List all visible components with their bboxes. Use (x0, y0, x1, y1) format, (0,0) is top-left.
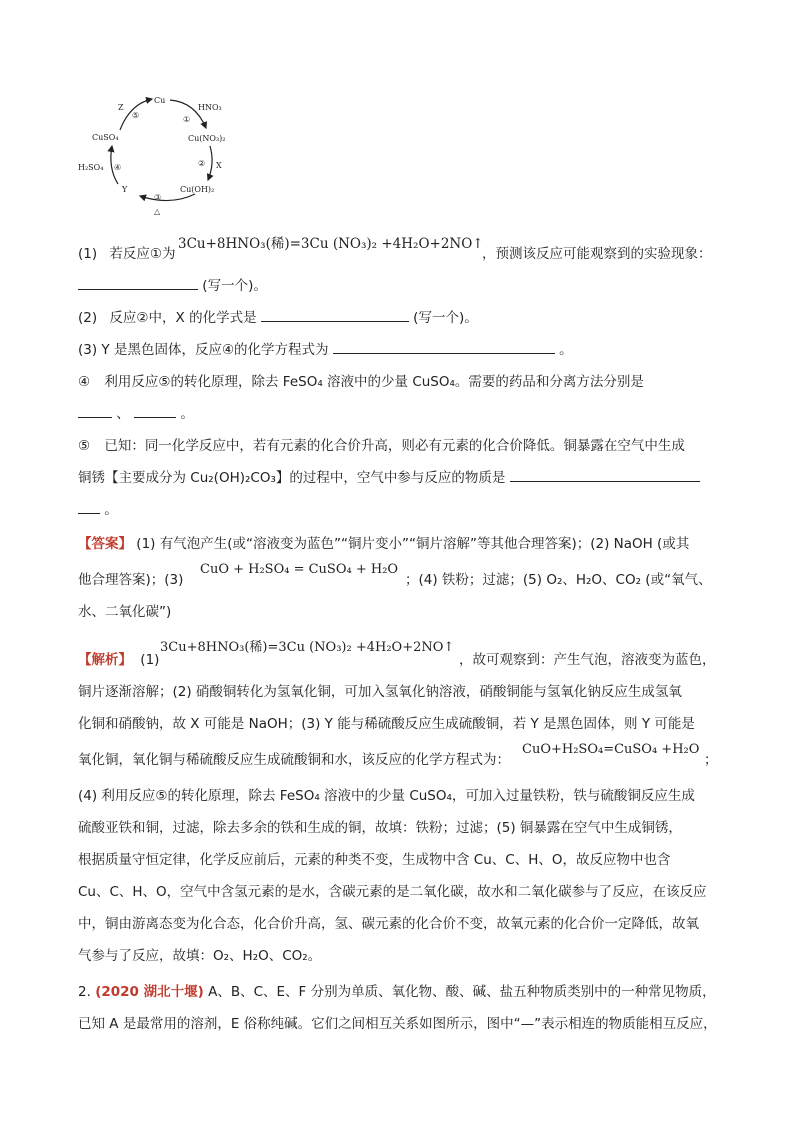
label-x: X (216, 161, 222, 170)
q-next-source: (2020 湖北十堰) (95, 984, 204, 1000)
label-z: Z (118, 103, 124, 112)
answer-line-1 (78, 532, 689, 552)
analysis-line-4a: 氧化铜，氧化铜与稀硫酸反应生成硫酸铜和水，该反应的化学方程式为： (78, 752, 510, 768)
answer-tag: 【答案】 (78, 536, 132, 552)
q1-blank[interactable] (78, 275, 198, 290)
analysis-equation-2: CuO+H₂SO₄=CuSO₄ +H₂O (522, 742, 700, 757)
question-5 (78, 434, 685, 454)
q4-blank-2[interactable] (134, 403, 176, 418)
q3-blank[interactable] (333, 339, 555, 354)
label-y: Y (122, 185, 128, 194)
answer-text-1: (1) 有气泡产生(或“溶液变为蓝色”“铜片变小”“铜片溶解”等其他合理答案)；(2) NaOH (或其 (136, 536, 690, 552)
q2-number: (2) (78, 310, 98, 326)
question-2 (78, 306, 478, 326)
q4-end: 。 (180, 406, 194, 422)
q2-blank[interactable] (261, 307, 409, 322)
node-cu: Cu (154, 96, 166, 105)
analysis-line-2: 铜片逐渐溶解；(2) 硝酸铜转化为氢氧化铜，可加入氢氧化钠溶液，硝酸铜能与氢氧化钠反应生成氢氧 (78, 684, 682, 700)
analysis-line-8: Cu、C、H、O，空气中含氢元素的是水，含碳元素的是二氧化碳，故水和二氧化碳参与了反应，在该反应 (78, 884, 707, 900)
analysis-line-10: 气参与了反应，故填：O₂、H₂O、CO₂。 (78, 948, 322, 964)
answer-line-2a: 他合理答案)；(3) (78, 572, 184, 588)
q5-line1: 已知：同一化学反应中，若有元素的化合价升高，则必有元素的化合价降低。铜暴露在空气中生成 (104, 438, 685, 454)
analysis-tag: 【解析】 (78, 652, 132, 668)
analysis-line-9: 中，铜由游离态变为化合态，化合价升高，氢、碳元素的化合价不变，故氧元素的化合价一定降低，故氧 (78, 916, 699, 932)
analysis-line-6: 硫酸亚铁和铜，过滤，除去多余的铁和生成的铜，故填：铁粉；过滤；(5) 铜暴露在空气中生成铜锈， (78, 820, 682, 836)
q1-answer-line (78, 274, 267, 294)
analysis-equation-1: 3Cu+8HNO₃(稀)=3Cu (NO₃)₂ +4H₂O+2NO↑ (160, 640, 455, 655)
q-next-number: 2. (78, 984, 91, 1000)
node-cuso4: CuSO₄ (92, 133, 119, 142)
step-3: ③ (154, 193, 162, 202)
q3-text: (3) Y 是黑色固体，反应④的化学方程式为 (78, 342, 329, 358)
q4-blank-1[interactable] (78, 403, 112, 418)
q4-text: 利用反应⑤的转化原理，除去 FeSO₄ 溶液中的少量 CuSO₄。需要的药品和分离方法分别是 (104, 374, 644, 390)
q5-blank-1[interactable] (510, 467, 700, 482)
q2-note: (写一个)。 (413, 310, 478, 326)
arrow-step-2 (208, 146, 212, 180)
q1-equation: 3Cu+8HNO₃(稀)=3Cu (NO₃)₂ +4H₂O+2NO↑ (178, 236, 484, 252)
q4-sep: 、 (116, 406, 130, 422)
label-h2so4: H₂SO₄ (78, 163, 104, 172)
label-heat: △ (154, 207, 161, 216)
q5-line2: 铜锈【主要成分为 Cu₂(OH)₂CO₃】的过程中，空气中参与反应的物质是 (78, 470, 506, 486)
answer-line-3: 水、二氧化碳”) (78, 604, 172, 620)
step-1: ① (183, 115, 191, 124)
q1-suffix: ，预测该反应可能观察到的实验现象： (482, 246, 712, 262)
q5-end: 。 (104, 502, 118, 518)
answer-line-2b: ；(4) 铁粉；过滤；(5) O₂、H₂O、CO₂ (或“氧气、 (405, 572, 712, 588)
q1-note: (写一个)。 (202, 278, 267, 294)
label-hno3: HNO₃ (198, 103, 222, 112)
q-next-line1: A、B、C、E、F 分别为单质、氧化物、酸、碱、盐五种物质类别中的一种常见物质， (208, 984, 716, 1000)
node-cuoh: Cu(OH)₂ (180, 185, 215, 194)
question-3 (78, 338, 573, 358)
arrow-step-3 (140, 194, 195, 201)
analysis-p1-rest: ，故可观察到：产生气泡，溶液变为蓝色， (459, 652, 716, 668)
analysis-line-5: (4) 利用反应⑤的转化原理，除去 FeSO₄ 溶液中的少量 CuSO₄，可加入过量铁粉，铁与硫酸铜反应生成 (78, 788, 695, 804)
analysis-line-3: 化铜和硝酸钠，故 X 可能是 NaOH；(3) Y 能与稀硫酸反应生成硫酸铜，若 Y 是黑色固体，则 Y 可能是 (78, 716, 695, 732)
question-1 (78, 242, 176, 262)
analysis-p1-num: (1) (140, 652, 160, 668)
step-5: ⑤ (132, 111, 140, 120)
q4-answer-line (78, 402, 194, 422)
answer-equation: CuO + H₂SO₄ = CuSO₄ + H₂O (200, 562, 399, 577)
q1-prefix: 若反应①为 (109, 246, 176, 262)
node-cuno3: Cu(NO₃)₂ (188, 134, 226, 143)
q1-number: (1) (78, 246, 98, 262)
q-next-line2: 已知 A 是最常用的溶剂，E 俗称纯碱。它们之间相互关系如图所示，图中“—”表示相连的物质能相互反应， (78, 1016, 717, 1032)
q5-blank-2[interactable] (78, 499, 100, 514)
analysis-line-1 (78, 648, 159, 668)
analysis-line-7: 根据质量守恒定律，化学反应前后，元素的种类不变，生成物中含 Cu、C、H、O，故反应物中也含 (78, 852, 671, 868)
q2-text: 反应②中，X 的化学式是 (109, 310, 257, 326)
q3-end: 。 (559, 342, 573, 358)
step-4: ④ (114, 163, 122, 172)
q4-number: ④ (78, 374, 91, 390)
q5-number: ⑤ (78, 438, 91, 454)
question-4 (78, 370, 644, 390)
step-2: ② (198, 159, 206, 168)
question-next (78, 980, 716, 1000)
q5-line2-row (78, 466, 700, 486)
q5-line3-row (78, 498, 118, 518)
conversion-cycle-diagram (70, 88, 260, 220)
analysis-line-4-end: ； (704, 752, 718, 768)
